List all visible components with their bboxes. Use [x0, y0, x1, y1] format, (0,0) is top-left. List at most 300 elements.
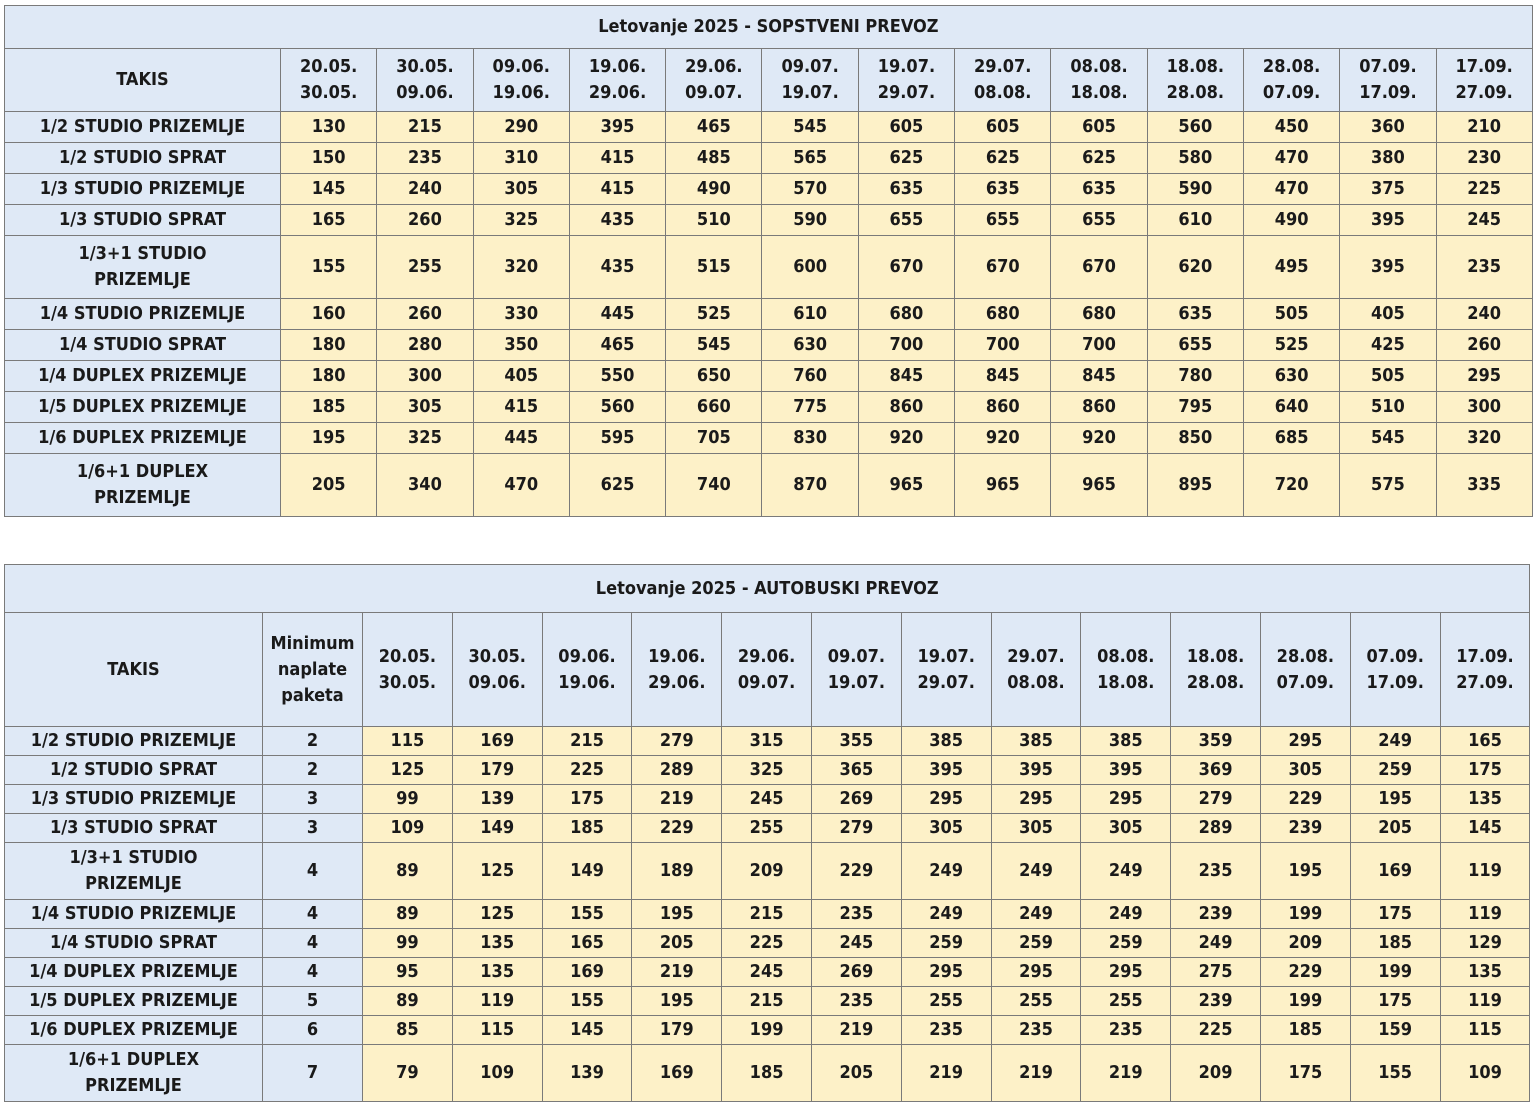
price-cell: 230: [1436, 143, 1532, 174]
price-cell: 860: [955, 392, 1051, 423]
price-cell: 445: [473, 423, 569, 454]
price-cell: 775: [762, 392, 858, 423]
price-cell: 385: [1081, 727, 1171, 756]
price-cell: 205: [632, 929, 722, 958]
price-cell: 180: [281, 361, 377, 392]
price-cell: 700: [858, 330, 954, 361]
cell-line: 27.09.: [1455, 82, 1513, 103]
price-cell: 920: [858, 423, 954, 454]
column-header-period: [569, 49, 665, 112]
price-cell: 295: [1081, 785, 1171, 814]
price-cell: 600: [762, 236, 858, 299]
price-cell: 325: [473, 205, 569, 236]
column-header-period: [632, 613, 722, 727]
price-cell: 150: [281, 143, 377, 174]
column-header-period: [858, 49, 954, 112]
price-cell: 165: [281, 205, 377, 236]
cell-line: 1/3 STUDIO PRIZEMLJE: [30, 788, 237, 809]
row-label: [5, 205, 281, 236]
price-cell: 565: [762, 143, 858, 174]
price-cell: 139: [452, 785, 542, 814]
price-cell: 290: [473, 112, 569, 143]
row-label: [5, 423, 281, 454]
price-cell: 185: [281, 392, 377, 423]
price-cell: 295: [1436, 361, 1532, 392]
price-cell: 680: [858, 299, 954, 330]
price-cell: 920: [1051, 423, 1147, 454]
price-cell: 465: [666, 112, 762, 143]
price-cell: 239: [1171, 900, 1261, 929]
price-cell: 625: [1051, 143, 1147, 174]
price-cell: 225: [1436, 174, 1532, 205]
price-cell: 155: [281, 236, 377, 299]
price-cell: 845: [858, 361, 954, 392]
price-cell: 205: [281, 454, 377, 517]
price-cell: 149: [452, 814, 542, 843]
table-row: [5, 299, 1533, 330]
cell-line: 08.08.: [1070, 56, 1128, 77]
price-cell: 415: [569, 174, 665, 205]
table-row: [5, 756, 1530, 785]
price-cell: 155: [542, 987, 632, 1016]
row-label: [5, 843, 263, 900]
price-cell: 210: [1436, 112, 1532, 143]
price-cell: 169: [1350, 843, 1440, 900]
price-cell: 175: [1440, 756, 1530, 785]
cell-line: 08.08.: [1097, 645, 1155, 667]
price-cell: 179: [452, 756, 542, 785]
price-cell: 610: [762, 299, 858, 330]
cell-line: 1/4 STUDIO SPRAT: [50, 932, 217, 953]
price-cell: 505: [1243, 299, 1339, 330]
price-cell: 630: [1243, 361, 1339, 392]
price-cell: 205: [811, 1045, 901, 1102]
cell-line: 27.09.: [1456, 671, 1514, 693]
cell-line: 18.08.: [1097, 671, 1155, 693]
table-row: [5, 1016, 1530, 1045]
table-row: [5, 987, 1530, 1016]
cell-line: 08.08.: [974, 82, 1032, 103]
price-cell: 305: [1081, 814, 1171, 843]
price-cell: 219: [811, 1016, 901, 1045]
price-cell: 680: [955, 299, 1051, 330]
price-cell: 215: [722, 900, 812, 929]
cell-line: PRIZEMLJE: [94, 269, 191, 290]
price-cell: 385: [991, 727, 1081, 756]
price-cell: 195: [1260, 843, 1350, 900]
row-label: [5, 785, 263, 814]
price-cell: 160: [281, 299, 377, 330]
price-cell: 490: [666, 174, 762, 205]
price-cell: 229: [632, 814, 722, 843]
minimum-value: 5: [263, 987, 363, 1016]
cell-line: 20.05.: [378, 645, 437, 667]
cell-line: 08.08.: [1007, 671, 1065, 693]
price-cell: 275: [1171, 958, 1261, 987]
price-cell: 470: [1243, 174, 1339, 205]
price-cell: 425: [1340, 330, 1436, 361]
price-cell: 205: [1350, 814, 1440, 843]
price-cell: 235: [1171, 843, 1261, 900]
price-cell: 229: [811, 843, 901, 900]
cell-line: paketa: [281, 684, 344, 706]
price-cell: 185: [1260, 1016, 1350, 1045]
price-cell: 795: [1147, 392, 1243, 423]
price-cell: 145: [281, 174, 377, 205]
price-cell: 245: [722, 785, 812, 814]
price-cell: 109: [1440, 1045, 1530, 1102]
price-cell: 235: [901, 1016, 991, 1045]
price-cell: 505: [1340, 361, 1436, 392]
price-cell: 119: [1440, 843, 1530, 900]
price-cell: 219: [1081, 1045, 1171, 1102]
price-cell: 305: [377, 392, 473, 423]
price-cell: 235: [811, 987, 901, 1016]
column-header-period: [666, 49, 762, 112]
cell-line: 1/6 DUPLEX PRIZEMLJE: [38, 427, 247, 448]
minimum-value: 4: [263, 958, 363, 987]
price-cell: 159: [1350, 1016, 1440, 1045]
price-cell: 169: [542, 958, 632, 987]
price-cell: 365: [811, 756, 901, 785]
price-cell: 89: [363, 900, 453, 929]
price-cell: 130: [281, 112, 377, 143]
price-cell: 165: [1440, 727, 1530, 756]
price-cell: 395: [569, 112, 665, 143]
price-table-own-transport: [4, 5, 1533, 517]
price-cell: 850: [1147, 423, 1243, 454]
table-row: [5, 112, 1533, 143]
price-cell: 860: [1051, 392, 1147, 423]
price-cell: 135: [1440, 958, 1530, 987]
column-header-period: [452, 613, 542, 727]
price-cell: 195: [632, 987, 722, 1016]
cell-line: 17.09.: [1455, 56, 1513, 77]
price-cell: 415: [569, 143, 665, 174]
price-cell: 369: [1171, 756, 1261, 785]
price-cell: 470: [1243, 143, 1339, 174]
price-cell: 269: [811, 785, 901, 814]
minimum-value: 7: [263, 1045, 363, 1102]
row-label: [5, 361, 281, 392]
cell-line: 1/6+1 DUPLEX: [67, 1049, 200, 1070]
column-header-period: [1440, 613, 1530, 727]
price-cell: 359: [1171, 727, 1261, 756]
price-cell: 705: [666, 423, 762, 454]
cell-line: 18.08.: [1070, 82, 1128, 103]
price-cell: 435: [569, 205, 665, 236]
price-cell: 895: [1147, 454, 1243, 517]
price-cell: 239: [1260, 814, 1350, 843]
table-title: Letovanje 2025 - AUTOBUSKI PREVOZ: [5, 565, 1530, 613]
cell-line: 1/4 STUDIO PRIZEMLJE: [39, 303, 246, 324]
cell-line: 19.07.: [877, 56, 936, 77]
price-cell: 175: [1260, 1045, 1350, 1102]
cell-line: 28.08.: [1276, 645, 1335, 667]
price-cell: 470: [473, 454, 569, 517]
price-cell: 515: [666, 236, 762, 299]
price-cell: 245: [722, 958, 812, 987]
price-cell: 300: [1436, 392, 1532, 423]
minimum-value: 6: [263, 1016, 363, 1045]
price-cell: 625: [955, 143, 1051, 174]
price-cell: 219: [632, 785, 722, 814]
price-cell: 625: [569, 454, 665, 517]
price-cell: 239: [1171, 987, 1261, 1016]
cell-line: 19.07.: [827, 671, 886, 693]
price-cell: 215: [542, 727, 632, 756]
price-cell: 119: [1440, 987, 1530, 1016]
cell-line: 1/6 DUPLEX PRIZEMLJE: [29, 1019, 238, 1040]
price-cell: 235: [1436, 236, 1532, 299]
row-label: [5, 143, 281, 174]
price-cell: 249: [901, 900, 991, 929]
cell-line: 28.08.: [1166, 82, 1224, 103]
price-cell: 560: [569, 392, 665, 423]
cell-line: 20.05.: [299, 56, 358, 77]
price-cell: 79: [363, 1045, 453, 1102]
price-cell: 115: [363, 727, 453, 756]
price-cell: 305: [473, 174, 569, 205]
price-cell: 655: [1051, 205, 1147, 236]
price-cell: 259: [1081, 929, 1171, 958]
price-cell: 89: [363, 843, 453, 900]
row-label: [5, 814, 263, 843]
column-header-period: [1147, 49, 1243, 112]
cell-line: 09.06.: [492, 56, 550, 77]
price-cell: 195: [632, 900, 722, 929]
price-cell: 235: [811, 900, 901, 929]
cell-line: 17.09.: [1366, 671, 1424, 693]
price-cell: 670: [1051, 236, 1147, 299]
price-cell: 119: [452, 987, 542, 1016]
table-row: [5, 785, 1530, 814]
price-cell: 249: [991, 843, 1081, 900]
column-header-period: [901, 613, 991, 727]
cell-line: 1/3 STUDIO PRIZEMLJE: [39, 178, 246, 199]
price-cell: 269: [811, 958, 901, 987]
price-cell: 965: [1051, 454, 1147, 517]
price-cell: 720: [1243, 454, 1339, 517]
price-cell: 845: [955, 361, 1051, 392]
price-cell: 245: [1436, 205, 1532, 236]
price-cell: 350: [473, 330, 569, 361]
price-cell: 385: [901, 727, 991, 756]
price-cell: 560: [1147, 112, 1243, 143]
price-cell: 165: [542, 929, 632, 958]
price-cell: 355: [811, 727, 901, 756]
cell-line: 30.05.: [468, 645, 526, 667]
price-cell: 435: [569, 236, 665, 299]
price-cell: 135: [452, 958, 542, 987]
price-cell: 700: [1051, 330, 1147, 361]
price-cell: 260: [377, 299, 473, 330]
price-cell: 780: [1147, 361, 1243, 392]
price-cell: 209: [722, 843, 812, 900]
column-header-period: [1243, 49, 1339, 112]
row-label: [5, 900, 263, 929]
price-cell: 570: [762, 174, 858, 205]
price-cell: 380: [1340, 143, 1436, 174]
price-cell: 240: [377, 174, 473, 205]
cell-line: 18.08.: [1186, 645, 1245, 667]
price-cell: 325: [722, 756, 812, 785]
price-cell: 680: [1051, 299, 1147, 330]
price-cell: 870: [762, 454, 858, 517]
price-cell: 279: [811, 814, 901, 843]
cell-line: 07.09.: [1359, 56, 1417, 77]
price-cell: 660: [666, 392, 762, 423]
price-cell: 255: [1081, 987, 1171, 1016]
cell-line: 09.06.: [468, 671, 526, 693]
price-cell: 219: [991, 1045, 1081, 1102]
price-cell: 335: [1436, 454, 1532, 517]
price-cell: 595: [569, 423, 665, 454]
price-cell: 305: [901, 814, 991, 843]
price-cell: 590: [762, 205, 858, 236]
price-cell: 495: [1243, 236, 1339, 299]
cell-line: 19.07.: [781, 82, 839, 103]
price-cell: 405: [1340, 299, 1436, 330]
minimum-value: 2: [263, 727, 363, 756]
price-cell: 235: [1081, 1016, 1171, 1045]
table-title: Letovanje 2025 - SOPSTVENI PREVOZ: [5, 6, 1533, 49]
minimum-value: 4: [263, 900, 363, 929]
price-cell: 305: [991, 814, 1081, 843]
price-cell: 240: [1436, 299, 1532, 330]
price-cell: 525: [666, 299, 762, 330]
price-cell: 325: [377, 423, 473, 454]
price-cell: 215: [722, 987, 812, 1016]
column-header-takis: TAKIS: [5, 613, 263, 727]
price-cell: 670: [955, 236, 1051, 299]
row-label: [5, 392, 281, 423]
table-row: [5, 392, 1533, 423]
price-cell: 259: [901, 929, 991, 958]
row-label: [5, 987, 263, 1016]
price-cell: 259: [1350, 756, 1440, 785]
column-header-period: [811, 613, 901, 727]
price-cell: 215: [377, 112, 473, 143]
price-cell: 965: [858, 454, 954, 517]
price-cell: 280: [377, 330, 473, 361]
column-header-period: [722, 613, 812, 727]
minimum-value: 3: [263, 814, 363, 843]
cell-line: 1/4 STUDIO PRIZEMLJE: [30, 903, 237, 924]
price-cell: 395: [1081, 756, 1171, 785]
price-cell: 229: [1260, 958, 1350, 987]
column-header-period: [1350, 613, 1440, 727]
cell-line: 09.07.: [685, 82, 743, 103]
price-cell: 670: [858, 236, 954, 299]
cell-line: 19.06.: [558, 671, 616, 693]
price-cell: 610: [1147, 205, 1243, 236]
price-cell: 149: [542, 843, 632, 900]
price-cell: 360: [1340, 112, 1436, 143]
minimum-value: 4: [263, 929, 363, 958]
price-cell: 550: [569, 361, 665, 392]
price-cell: 310: [473, 143, 569, 174]
price-cell: 620: [1147, 236, 1243, 299]
column-header-period: [377, 49, 473, 112]
cell-line: 1/2 STUDIO SPRAT: [59, 147, 226, 168]
row-label: [5, 1045, 263, 1102]
price-cell: 199: [722, 1016, 812, 1045]
cell-line: 18.08.: [1166, 56, 1224, 77]
cell-line: 29.06.: [737, 645, 796, 667]
price-cell: 405: [473, 361, 569, 392]
cell-line: 29.07.: [1007, 645, 1065, 667]
price-cell: 295: [901, 785, 991, 814]
row-label: [5, 236, 281, 299]
price-cell: 199: [1260, 900, 1350, 929]
cell-line: 28.08.: [1186, 671, 1245, 693]
price-cell: 685: [1243, 423, 1339, 454]
price-cell: 545: [762, 112, 858, 143]
price-cell: 185: [722, 1045, 812, 1102]
price-cell: 305: [1260, 756, 1350, 785]
price-cell: 655: [858, 205, 954, 236]
price-cell: 605: [1051, 112, 1147, 143]
price-cell: 129: [1440, 929, 1530, 958]
price-cell: 295: [991, 785, 1081, 814]
price-cell: 590: [1147, 174, 1243, 205]
cell-line: 1/5 DUPLEX PRIZEMLJE: [38, 396, 247, 417]
cell-line: 07.09.: [1276, 671, 1335, 693]
price-cell: 249: [1350, 727, 1440, 756]
cell-line: 19.07.: [917, 645, 975, 667]
column-header-period: [991, 613, 1081, 727]
cell-line: 29.06.: [685, 56, 743, 77]
price-cell: 965: [955, 454, 1051, 517]
price-cell: 485: [666, 143, 762, 174]
cell-line: 1/3+1 STUDIO: [69, 847, 198, 868]
row-label: [5, 112, 281, 143]
price-cell: 155: [1350, 1045, 1440, 1102]
price-cell: 109: [363, 814, 453, 843]
price-cell: 860: [858, 392, 954, 423]
price-cell: 445: [569, 299, 665, 330]
price-cell: 845: [1051, 361, 1147, 392]
price-cell: 295: [991, 958, 1081, 987]
cell-line: PRIZEMLJE: [94, 487, 191, 508]
cell-line: 1/4 STUDIO SPRAT: [59, 334, 226, 355]
price-cell: 135: [452, 929, 542, 958]
table-row: [5, 929, 1530, 958]
table-row: [5, 900, 1530, 929]
price-cell: 225: [542, 756, 632, 785]
price-cell: 235: [377, 143, 473, 174]
cell-line: 19.06.: [492, 82, 550, 103]
price-cell: 395: [1340, 205, 1436, 236]
cell-line: naplate: [277, 658, 348, 680]
price-cell: 635: [858, 174, 954, 205]
cell-line: 09.07.: [827, 645, 886, 667]
row-label: [5, 1016, 263, 1045]
price-cell: 225: [722, 929, 812, 958]
price-cell: 395: [1340, 236, 1436, 299]
table-row: [5, 814, 1530, 843]
price-cell: 179: [632, 1016, 722, 1045]
price-cell: 625: [858, 143, 954, 174]
price-cell: 235: [991, 1016, 1081, 1045]
price-cell: 219: [632, 958, 722, 987]
price-cell: 289: [1171, 814, 1261, 843]
price-cell: 255: [722, 814, 812, 843]
price-cell: 229: [1260, 785, 1350, 814]
table-row: [5, 958, 1530, 987]
price-cell: 255: [901, 987, 991, 1016]
